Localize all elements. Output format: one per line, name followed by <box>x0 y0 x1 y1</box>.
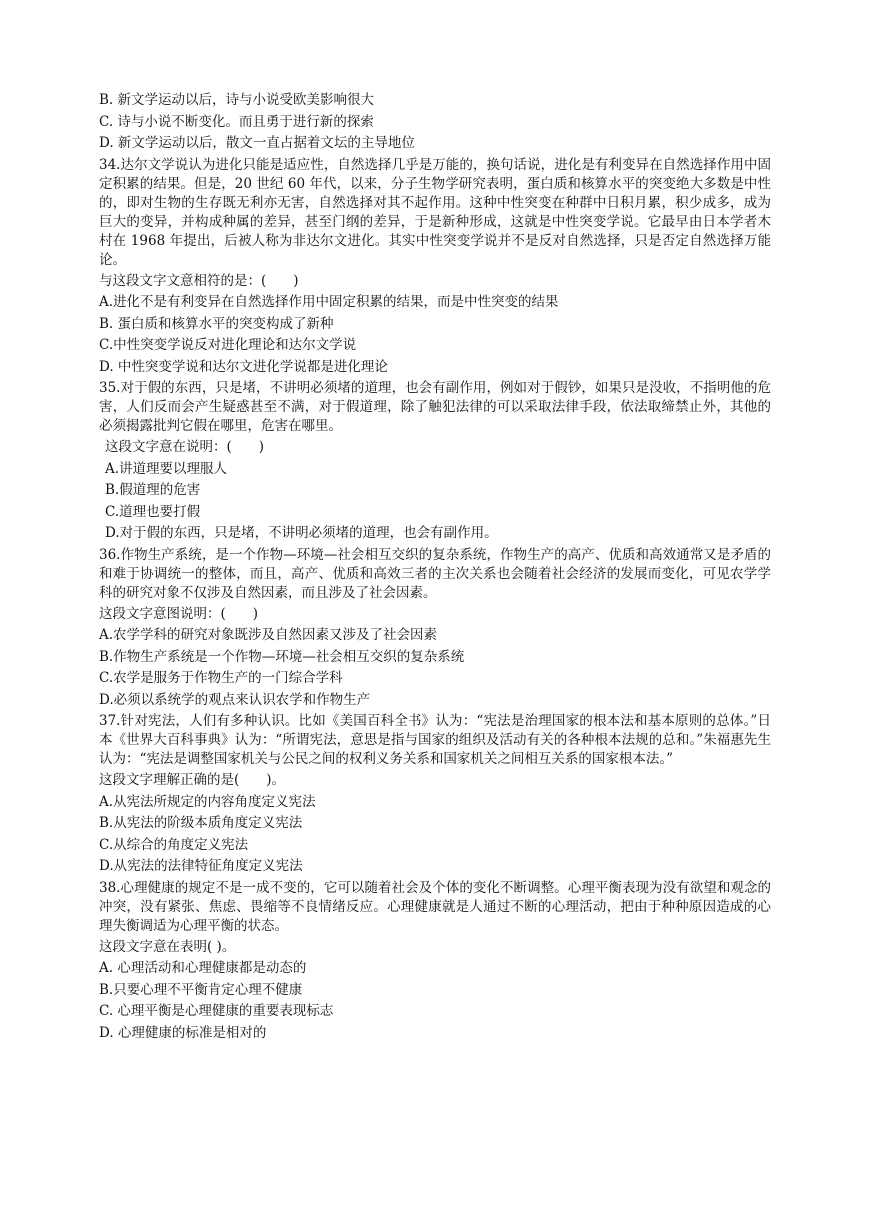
option-a: A.从宪法所规定的内容角度定义宪法 <box>99 793 316 810</box>
option-d: D.从宪法的法律特征角度定义宪法 <box>99 858 303 874</box>
option-d: D. 中性突变学说和达尔文进化学说都是进化理论 <box>99 358 388 375</box>
option-c: C.农学是服务于作物生产的一门综合学科 <box>99 670 343 686</box>
option-b: B.只要心理不平衡肯定心理不健康 <box>99 981 303 998</box>
question-38 <box>99 879 771 1045</box>
question-34 <box>99 156 771 379</box>
question-35 <box>99 379 771 545</box>
question-passage: 35.对于假的东西，只是堵，不讲明必须堵的道理，也会有副作用，例如对于假钞，如果只是没收，不指明他的危害，人们反而会产生疑惑甚至不满，对于假道理，除了触犯法律的可以采取法律手段，依法取缔禁止外，其他的必须揭露批判它假在哪里，危害在哪里。 <box>99 380 771 434</box>
option-c: C.中性突变学说反对进化理论和达尔文学说 <box>99 337 357 353</box>
option-b: B. 新文学运动以后，诗与小说受欧美影响很大 <box>99 92 375 108</box>
option-d: D.必须以系统学的观点来认识农学和作物生产 <box>99 691 371 708</box>
question-passage: 37.针对宪法，人们有多种认识。比如《美国百科全书》认为：“宪法是治理国家的根本法和基本原则的总体。”日本《世界大百科事典》认为：“所谓宪法，意思是指与国家的组织及活动有关的各种根本法规的总和。”朱福惠先生认为：“宪法是调整国家机关与公民之间的权利义务关系和国家机关之间相互关系的国家根本法。” <box>99 713 771 767</box>
question-36 <box>99 546 771 712</box>
question-stem: 这段文字理解正确的是( )。 <box>99 772 286 788</box>
option-d: D. 新文学运动以后，散文一直占据着文坛的主导地位 <box>99 135 415 151</box>
option-c: C.从综合的角度定义宪法 <box>99 836 249 853</box>
option-a: A.进化不是有利变异在自然选择作用中固定积累的结果，而是中性突变的结果 <box>99 294 559 310</box>
question-passage: 38.心理健康的规定不是一成不变的，它可以随着社会及个体的变化不断调整。心理平衡表现为没有欲望和观念的冲突，没有紧张、焦虑、畏缩等不良情绪反应。心理健康就是人通过不断的心理活动，把由于种种原因造成的心理失衡调适为心理平衡的状态。 <box>99 879 771 934</box>
option-a: A. 心理活动和心理健康都是动态的 <box>99 960 307 976</box>
option-c: C.道理也要打假 <box>105 503 201 520</box>
option-b: B.作物生产系统是一个作物—环境—社会相互交织的复杂系统 <box>99 648 465 665</box>
question-passage: 36.作物生产系统，是一个作物—环境—社会相互交织的复杂系统，作物生产的高产、优质和高效通常又是矛盾的和难于协调统一的整体，而且，高产、优质和高效三者的主次关系也会随着社会经济的发展而变化，可见农学学科的研究对象不仅涉及自然因素，而且涉及了社会因素。 <box>99 546 771 601</box>
question-passage: 34.达尔文学说认为进化只能是适应性，自然选择几乎是万能的，换句话说，进化是有利变异在自然选择作用中固定积累的结果。但是，20 世纪 60 年代，以来，分子生物学研究表明，蛋白质和核算水平的突变绝大多数是中性的，即对生物的生存既无利亦无害，自然选择对其不起作用。这种中性突变在种群中日积月累，积少成多，成为巨大的变异，并构成种属的差异，甚至门纲的差异，于是新种形成，这就是中性突变学说。它最早由日本学者木村在 1968 年提出，后被人称为非达尔文进化。其实中性突变学说并不是反对自然选择，只是否定自然选择万能论。 <box>99 156 771 268</box>
question-37 <box>99 712 771 878</box>
option-d: D. 心理健康的标准是相对的 <box>99 1024 267 1041</box>
option-b: B.假道理的危害 <box>105 482 201 498</box>
option-c: C. 诗与小说不断变化。而且勇于进行新的探索 <box>99 113 374 130</box>
question-stem: 与这段文字文意相符的是：( ) <box>99 272 299 289</box>
option-a: A.农学学科的研究对象既涉及自然因素又涉及了社会因素 <box>99 627 438 643</box>
question-stem: 这段文字意图说明：( ) <box>99 605 259 622</box>
option-d: D.对于假的东西，只是堵，不讲明必须堵的道理，也会有副作用。 <box>105 525 498 541</box>
option-c: C. 心理平衡是心理健康的重要表现标志 <box>99 1003 334 1019</box>
option-b: B. 蛋白质和核算水平的突变构成了新种 <box>99 315 334 332</box>
document-page <box>99 90 771 1044</box>
option-a: A.讲道理要以理服人 <box>105 460 228 477</box>
option-b: B.从宪法的阶级本质角度定义宪法 <box>99 815 303 831</box>
question-stem: 这段文字意在表明( )。 <box>99 938 236 955</box>
question-stem: 这段文字意在说明：( ) <box>105 439 265 455</box>
previous-question-options <box>99 90 771 155</box>
